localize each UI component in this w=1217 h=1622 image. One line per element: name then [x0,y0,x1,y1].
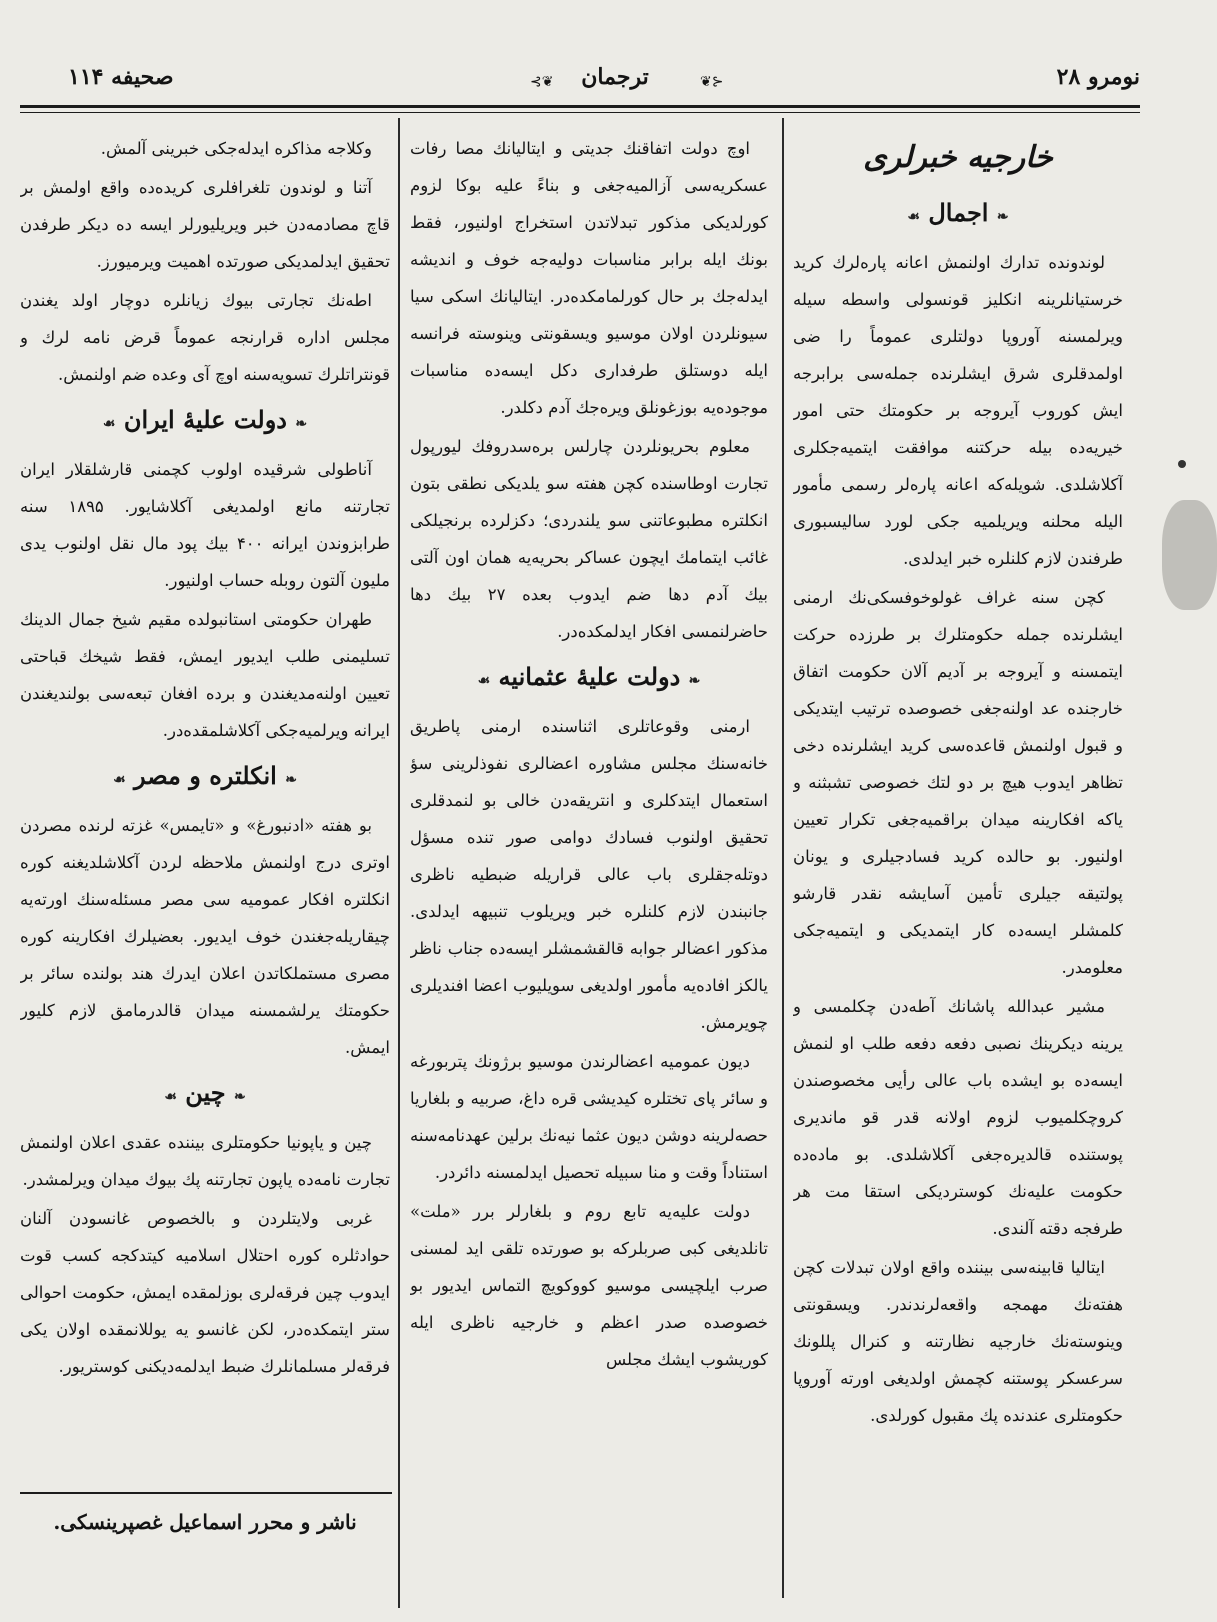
article-paragraph: غربی ولايتلردن و بالخصوص غانسودن آلنان حوادثلره كوره احتلال اسلاميه كيتدكجه كسب قوت ايدوب چين فرقه‌لری بوزلمقده ايمش، حكومت احوالی ستر ايتمكده‌در، لكن غانسو يه يوللانمقده اولان يكی فرقه‌لر مسلمانلرك ضبط ايدلمه‌ديكنی كوستريور. [20,1209,390,1376]
article-paragraph: طهران حكومتی استانبولده مقيم شيخ جمال الدينك تسليمنی طلب ايديور ايمش، فقط شيخك قباحتی تعيين اولنه‌مديغندن و برده افغان تبعه‌سی بولنديغندن ايرانه ويرلميه‌جكی آكلاشلمقده‌در. [20,610,390,740]
subheading-iran [20,397,390,447]
ink-spot [1178,460,1186,468]
masthead-rule [20,105,1140,113]
subheading-text: دولت عليهٔ ايران [123,405,287,434]
article-paragraph: معلوم بحريونلردن چارلس برەسدروفك ليورپول تجارت اوطاسنده كچن هفته سو يلديكی نطقی بتون انكلتره مطبوعاتنی سو يلندردی؛ دكزلرده برنجيلكی غائب ايتمامك ايچون عساكر بحريه‌يه همان اون آلتی بيك آدم دها ضم ايدوب بعده ۲۷ بيك دها حاضرلنمسی افكار ايدلمكده‌در. [410,437,768,641]
article-paragraph: كچن سنه غراف غولوخوفسكی‌نك ارمنی ايشلرنده جمله حكومتلرك بر طرزده حركت ايتمسنه و آيروجه بر آديم آلان حكومت اتفاق خارجنده عد اولنه‌جغی خصوصده ترتيب ايتديكی و قبول اولنمش قاعده‌سی كريد ايشلرنده دخی تظاهر ايدوب هيچ بر دو لتك خصوصی تشبثنه و ياكه افكارينه ميدان براقميه‌جغی تكرار تعيين اولنيور. بو حالده كريد فسادجيلری و يونان پولتيقه جيلری تأمين آسايشه نقدر قارشو كلمشلر ايسه‌ده كار ايتمديكی و ايتميه‌جكی معلومدر. [793,588,1123,977]
article-paragraph: آتنا و لوندون تلغرافلری كريده‌ده واقع اولمش بر قاچ مصادمه‌دن خبر ويريليورلر ايسه ده ديكر طرفدن تحقيق ايدلمديكی صورتده اهميت ويرميورز. [20,178,390,271]
article-paragraph: چين و ياپونيا حكومتلری بيننده عقدی اعلان اولنمش تجارت نامه‌ده ياپون تجارتنه پك بيوك ميدان ويرلمشدر. [20,1133,390,1189]
ornament-icon: ❧ [285,772,297,788]
ornament-icon: ☙ [907,209,920,225]
subheading-ottoman [410,654,768,704]
article-paragraph: ارمنی وقوعاتلری اثناسنده ارمنی پاطريق خانه‌سنك مجلس مشاوره اعضالری نفوذلرينی سؤ استعمال ايتدكلری و انتريقه‌دن خالی بو لنمدقلری تحقيق اولنوب فسادك دوامی صور تنده مسؤل دوتله‌جقلری باب عالی قراريله ضبطيه ناظری جانبندن لازم كلنلره خبر ويريلوب تنبيهه ايدلدی. مذكور اعضالر جوابه قالقشمشلر ايسه‌ده جناب ناظر يالكز افاده‌يه مأمور اولديغی سويليوب اعضا افنديلری چويرمش. [410,717,768,1032]
footer-rule [20,1492,392,1494]
column-rule [398,118,400,1608]
ornament-right-icon: ❦⊱ [700,74,724,90]
issue-number: نومرو ۲۸ [1056,64,1140,90]
paper-stain [1162,500,1217,610]
article-paragraph: لوندونده تدارك اولنمش اعانه پاره‌لرك كريد خرستيانلرينه انكليز قونسولی واسطه سيله ويرلمسنه آوروپا دولتلری عموماً را ضی اولمدقلری شرق ايشلرنده جمله‌سی برابرجه ايش كوروب آيروجه بر حكومتك حتی امور خيريه‌ده بيله حركتنه موافقت ايتميه‌جكلری آكلاشلدی. شويله‌كه اعانه پاره‌لر رسمی مأمور اليله محلنه ويريلميه جكی لورد ساليسبوری طرفندن لازم كلنلره خبر ايدلدی. [793,253,1123,568]
subheading-text: چين [185,1078,226,1107]
column-left [20,130,390,1530]
subheading-egypt [20,753,390,803]
ornament-left-icon: ⊰❦ [530,74,554,90]
article-paragraph: بو هفته «ادنبورغ» و «تايمس» غزته لرنده مصردن اوتری درج اولنمش ملاحظه لردن آكلاشلديغنه كوره انكلتره افكار عموميه سی مصر مسئله‌سنك اورته‌يه چيقاريله‌جغندن خوف ايديور. بعضيلرك افكارينه كوره مصری مستملكاتدن اعلان ايدرك هند بولنده سائر بر حكومتك يرلشمسنه ميدان قالدرمامق لازم كليور ايمش. [20,816,390,1057]
publisher-credit: ناشر و محرر اسماعيل غصپرينسكی. [53,1510,357,1534]
ornament-icon: ❧ [996,209,1009,225]
article-paragraph: آناطولی شرقيده اولوب كچمنی قارشلقلار ايران تجارتنه مانع اولمديغی آكلاشايور. ۱۸۹۵ سنه طرابزوندن ايرانه ۴۰۰ بيك پود مال نقل اولنوب يدی مليون آلتون روبله حساب اولنيور. [20,460,390,590]
column-middle [410,130,768,1610]
article-paragraph: اوچ دولت اتفاقنك جديتی و ايتاليانك مصا رفات عسكريه‌سی آزالميه‌جغی و بناءً عليه بوكا لزوم كورلديكی مذكور تبدلاتدن استخراج اولنيور، فقط بونك ايله برابر مناسبات دوليه‌جه خوف و انديشه ايدله‌جك بر حال كورلمامكده‌در. ايتاليانك اسكی سيا سيونلردن اولان موسيو ويسقونتی وينوسته فرانسه ايله دوستلق طرفداری دكل ايسه‌ده مناسبات موجوده‌يه بوزغونلق ويره‌جك آدم دكلدر. [410,139,768,417]
subheading-china [20,1070,390,1120]
column-rule [782,118,784,1598]
ornament-icon: ❧ [688,673,701,689]
article-paragraph: ديون عموميه اعضالرندن موسيو برژونك پتربورغه و سائر پای تختلره كيديشی قره داغ، صربيه و بلغاريا حصه‌لرينه دوشن ديون عثما نيه‌نك برلين عهدنامه‌سنه استناداً وقت و منا سبيله تحصيل ايدلمسنه دائردر. [410,1052,768,1182]
article-paragraph: وكلاجه مذاكره ايدله‌جكی خبرينی آلمش. [100,139,372,158]
ornament-icon: ☙ [113,772,126,788]
newspaper-title: ترجمان [581,64,649,90]
ornament-icon: ☙ [102,416,116,432]
masthead [20,58,1140,108]
article-paragraph: دولت عليه‌يه تابع روم و بلغارلر برر «ملت» تانلديغی كبی صربلركه بو صورتده تلقی ايد لمسنی صرب ايلچيسی موسيو كووكويچ التماس ايديور بو خصوصده صدر اعظم و خارجيه ناظری ايله كوريشوب ايشك مجلس [410,1202,768,1369]
column-right [793,130,1123,1580]
subheading-text: انكلتره و مصر [134,761,277,790]
ornament-icon: ☙ [164,1089,177,1105]
ornament-icon: ❧ [233,1089,246,1105]
article-paragraph: ايتاليا قابينه‌سی بيننده واقع اولان تبدلات كچن هفته‌نك مهمجه واقعه‌لرندندر. ويسقونتی وينوسته‌نك خارجيه نظارتنه و كنرال پللونك سرعسكر پوستنه كچمش اولديغی اورته آوروپا حكومتلری عندنده پك مقبول كورلدی. [793,1258,1123,1425]
page-number: صحیفه ۱۱۴ [68,64,174,90]
ornament-icon: ❧ [295,416,308,432]
article-paragraph: اطه‌نك تجارتی بيوك زيانلره دوچار اولد يغندن مجلس اداره قرارنجه عموماً قرض نامه لرك و قونتراتلرك تسويه‌سنه اوچ آی وعده ضم اولنمش. [20,291,390,384]
subheading-summary [793,190,1123,240]
section-title-foreign-news: خارجیه خبرلری [863,140,1053,175]
ornament-icon: ☙ [477,673,491,689]
article-paragraph: مشير عبدالله پاشانك آطه‌دن چكلمسی و يرينه ديكرينك نصبی دفعه دفعه طلب او لنمش ايسه‌ده بو ايشده باب عالی رأيی مخصوصندن كروچكلميوب لزوم اولانه قدر قو ماندیری پوستنده قالديره‌جغی آكلاشلدی. بو ماده‌ده حكومت عليه‌نك كوسترديكی استقا مت هر طرفجه دقته آلندی. [793,997,1123,1238]
subheading-text: دولت عليهٔ عثمانيه [498,662,681,691]
subheading-text: اجمال [928,198,989,227]
